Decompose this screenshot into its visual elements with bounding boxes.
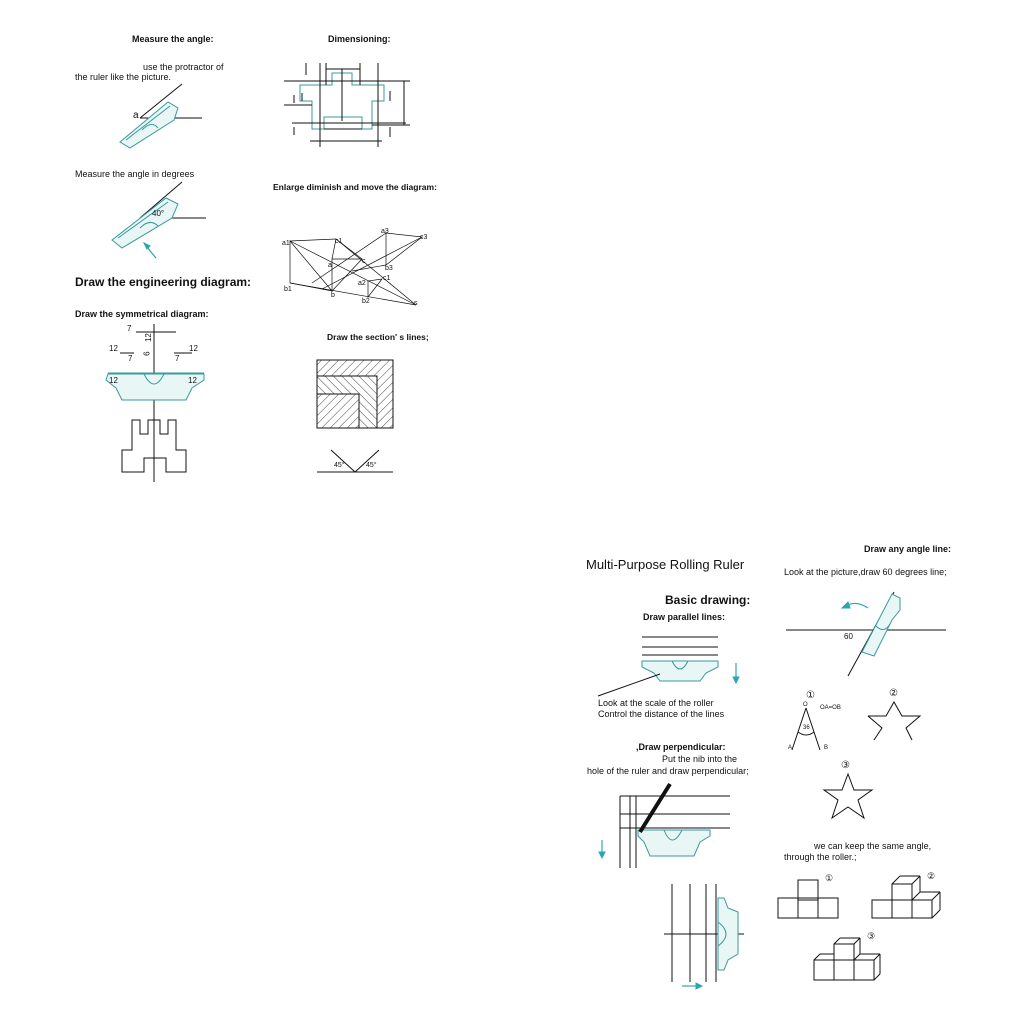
cubes-1: ① [825,873,834,883]
dimensioning-figure [282,55,422,155]
draw-symmetrical-title: Draw the symmetrical diagram: [75,309,209,319]
enlarge-label-b: b [331,292,335,299]
draw-any-angle-title: Draw any angle line: [864,544,952,554]
sym-label-mid6: 6 [142,351,152,356]
draw-perpendicular-title: ,Draw perpendicular: [636,742,726,752]
label-36: 36 [803,725,810,731]
label-B: B [824,745,829,751]
circled-2: ② [889,688,898,699]
measure-angle-text-2: the ruler like the picture. [75,72,172,82]
sym-label-mid12: 12 [143,333,153,343]
sym-label-left12: 12 [109,344,118,353]
label-45a: 45° [334,462,345,469]
enlarge-diagram [282,225,432,310]
measure-angle-title: Measure the angle: [132,34,214,44]
enlarge-label-a2: a2 [358,280,366,287]
draw-parallel-title: Draw parallel lines: [643,612,726,622]
enlarge-label-c1: c1 [335,238,343,245]
measure-angle-figure [100,80,210,155]
measure-degrees-figure [100,180,210,262]
any-angle-figure [784,580,949,680]
enlarge-title: Enlarge diminish and move the diagram: [273,182,437,192]
dimensioning-title: Dimensioning: [328,34,391,44]
roller-vertical-figure [662,882,752,990]
enlarge-label-c: c [362,258,366,265]
sym-label-top7: 7 [127,324,132,333]
parallel-text-1: Look at the scale of the roller [598,698,714,708]
label-a: a [133,110,139,121]
enlarge-label-b2: b2 [362,298,370,305]
sym-label-right12: 12 [189,344,198,353]
measure-degrees-text: Measure the angle in degrees [75,169,195,179]
draw-engineering-title: Draw the engineering diagram: [75,275,252,289]
angle-45-figure [315,448,395,476]
sym-label-right7: 7 [175,354,180,363]
section-title: Draw the section' s lines; [327,332,429,342]
enlarge-label-b1: b1 [284,286,292,293]
perp-text-1: Put the nib into the [662,754,738,764]
cubes-3: ③ [867,931,876,941]
enlarge-label-b3: b3 [385,265,393,272]
sym-label-ruler-right12: 12 [188,376,197,385]
perp-text-2: hole of the ruler and draw perpendicular; [587,766,749,776]
label-40: 40° [152,209,165,218]
sym-label-left7: 7 [128,354,133,363]
label-OAOB: OA=OB [820,705,841,711]
label-O: O [803,702,808,708]
basic-drawing-title: Basic drawing: [665,593,751,607]
parallel-text-2: Control the distance of the lines [598,709,725,719]
sym-label-ruler-left12: 12 [109,376,118,385]
enlarge-label-c1b: c1 [383,275,391,282]
enlarge-label-a1: a1 [282,240,290,247]
enlarge-label-c3: c3 [420,234,428,241]
cubes-2: ② [927,871,936,881]
any-angle-text: Look at the picture,draw 60 degrees line; [784,567,947,577]
label-60: 60 [844,632,853,641]
star-outline [822,772,874,822]
enlarge-label-a3: a3 [381,228,389,235]
perpendicular-figure [592,780,732,870]
parallel-leader [598,670,678,700]
enlarge-label-s: s [414,300,418,307]
measure-angle-text-1: use the protractor of [143,62,224,72]
circled-1: ① [806,690,815,701]
same-angle-text-1: we can keep the same angle, [814,841,932,851]
label-45b: 45° [366,462,377,469]
product-title: Multi-Purpose Rolling Ruler [586,557,745,572]
label-A: A [788,745,793,751]
circled-3: ③ [841,760,850,771]
enlarge-label-a: a [328,262,332,269]
cubes-figure-3 [812,936,884,982]
same-angle-text-2: through the roller.; [784,852,857,862]
star-outline-partial [866,700,922,744]
section-lines-figure [315,358,395,430]
symmetrical-diagram [100,322,220,487]
